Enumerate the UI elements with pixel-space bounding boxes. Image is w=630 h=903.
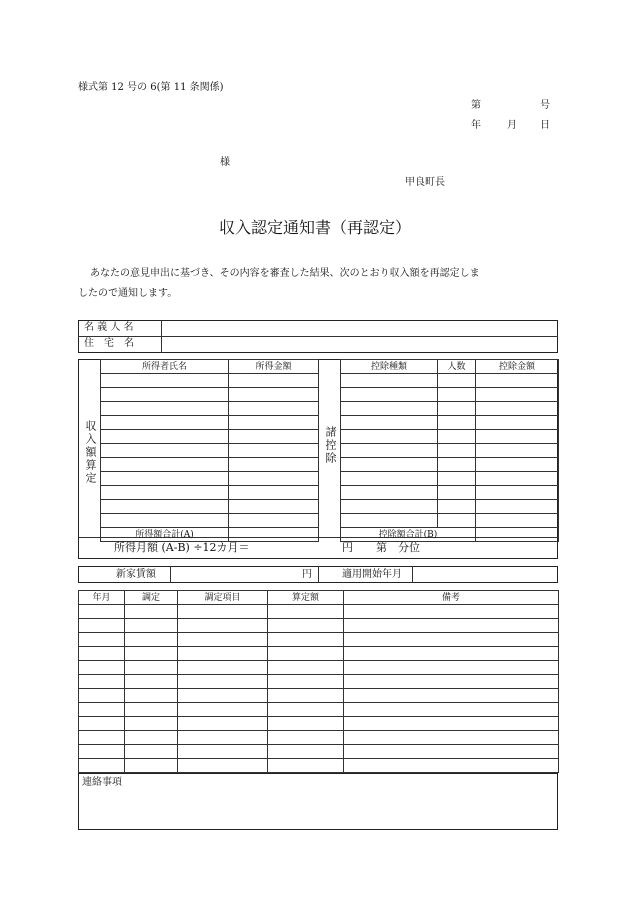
contact-label: 連絡事項 (82, 777, 122, 788)
monthly-income-formula: 所得月額 (A-B) ÷12カ月＝ (114, 541, 250, 554)
body-line-2: したので通知します。 (78, 288, 178, 299)
table-row (341, 374, 559, 388)
deduction-header-type: 控除種類 (341, 360, 438, 374)
table-row (101, 514, 319, 528)
body-line-1: あなたの意見申出に基づき、その内容を審査した結果、次のとおり収入額を再認定しま (90, 268, 480, 279)
income-total-label: 所得額合計(A) (101, 528, 229, 542)
table-row (101, 458, 319, 472)
table-row (341, 430, 559, 444)
table-row (79, 675, 559, 689)
table-row (79, 661, 559, 675)
new-rent-yen: 円 (302, 569, 312, 580)
table-row (101, 374, 319, 388)
table-row (101, 486, 319, 500)
monthly-income-yen: 円 (342, 541, 353, 554)
table-row (79, 619, 559, 633)
table-row (101, 472, 319, 486)
income-header-name: 所得者氏名 (101, 360, 229, 374)
table-row (101, 416, 319, 430)
doc-no-dai: 第 (471, 100, 481, 111)
table-row (341, 388, 559, 402)
adjust-header-ym: 年月 (79, 591, 125, 605)
name-field[interactable] (164, 322, 554, 334)
start-month-label: 適用開始年月 (342, 569, 402, 580)
table-row (101, 430, 319, 444)
table-row (79, 633, 559, 647)
table-row (101, 444, 319, 458)
table-row (341, 472, 559, 486)
form-number: 様式第 12 号の 6(第 11 条関係) (78, 82, 224, 93)
income-rank: 第 分位 (376, 541, 420, 554)
adjust-header-note: 備考 (344, 591, 559, 605)
adjust-header-item: 調定項目 (178, 591, 268, 605)
new-rent-label: 新家賃額 (116, 569, 156, 580)
table-row (101, 402, 319, 416)
table-row (341, 500, 559, 514)
date-year: 年 (471, 120, 481, 131)
date-day: 日 (540, 120, 550, 131)
issuer: 甲良町長 (405, 177, 445, 188)
income-table (100, 359, 319, 542)
table-row (79, 605, 559, 619)
table-row (341, 444, 559, 458)
table-row (79, 647, 559, 661)
table-row (341, 486, 559, 500)
page-title: 収入認定通知書（再認定） (218, 218, 411, 237)
addressee-suffix: 様 (220, 157, 230, 168)
table-row (341, 416, 559, 430)
income-section-label: 収入額算定 (84, 420, 97, 485)
contact-box[interactable] (78, 773, 558, 830)
deduction-total-label: 控除額合計(B) (341, 528, 476, 542)
table-row (79, 717, 559, 731)
address-field[interactable] (164, 338, 554, 350)
table-row (79, 745, 559, 759)
table-row (341, 402, 559, 416)
table-row (79, 759, 559, 773)
table-row (79, 689, 559, 703)
deduction-section-label: 諸控除 (324, 426, 337, 465)
doc-no-go: 号 (540, 100, 550, 111)
income-header-amount: 所得金額 (229, 360, 319, 374)
table-row (101, 388, 319, 402)
table-row (101, 500, 319, 514)
adjustment-table (78, 590, 559, 773)
deduction-header-count: 人数 (438, 360, 476, 374)
table-row (341, 458, 559, 472)
date-month: 月 (507, 120, 517, 131)
deduction-table (340, 359, 559, 542)
adjust-header-adjust: 調定 (125, 591, 178, 605)
name-label: 名 義 人 名 (84, 322, 134, 333)
table-row (79, 703, 559, 717)
adjust-header-amount: 算定額 (268, 591, 344, 605)
table-row (79, 731, 559, 745)
deduction-header-amount: 控除金額 (476, 360, 559, 374)
address-label: 住 宅 名 (84, 338, 134, 349)
table-row (341, 514, 559, 528)
